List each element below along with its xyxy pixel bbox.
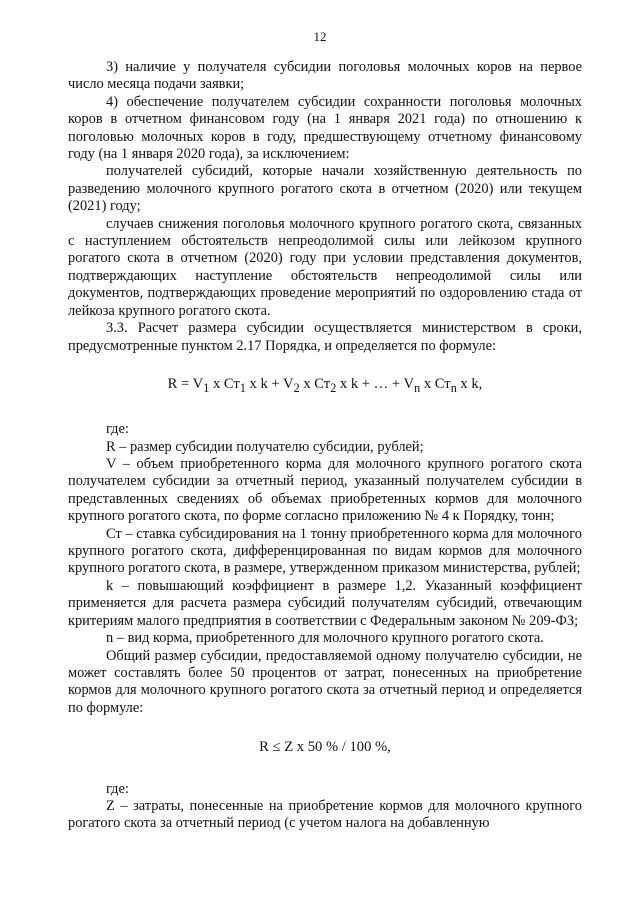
formula-subsidy: $R = V_1$ x $Ст_1$ x $k + V_2$ x $Ст_2$ x k + … + $V_n$ x $Ст_n$ x k,: [167, 375, 483, 395]
definition-n: n – вид корма, приобретенного для молочного крупного рогатого скота.: [106, 630, 544, 647]
document-body: [68, 59, 582, 833]
paragraph-3-3: 3.3. Расчет размера субсидии осуществляется министерством в сроки, предусмотренные пунктом 2.17 Порядка, и определяется по формуле:: [68, 320, 582, 354]
page-number: 12: [313, 29, 327, 44]
paragraph-exception-2: случаев снижения поголовья молочного крупного рогатого скота, связанных с наступлением обстоятельств непреодолимой силы или лейкозом крупного рогатого скота в отчетном (2020) году при условии представления документов, подтверждающих наступление обстоятельств непреодолимой силы или документов, подтверждающих проведение мероприятий по оздоровлению стада от лейкоза крупного рогатого скота.: [68, 215, 582, 319]
definition-st: Ст – ставка субсидирования на 1 тонну приобретенного корма для молочного крупного рогатого скота, дифференцированная по видам кормов для молочного крупного рогатого скота, в размере, утвержденном приказом министерства, рублей;: [68, 525, 582, 577]
definition-r: R – размер субсидии получателю субсидии, рублей;: [106, 438, 424, 455]
where-label-2: где:: [106, 780, 129, 797]
paragraph-item-4: 4) обеспечение получателем субсидии сохранности поголовья молочных коров в отчетном финансовом году (на 1 января 2021 года) по отношению к поголовью молочных коров в году, предшествующему отчетному финансовому году (на 1 января 2020 года), за исключением:: [68, 93, 582, 163]
paragraph-exception-1: получателей субсидий, которые начали хозяйственную деятельность по разведению молочного крупного рогатого скота в отчетном (2020) или текущем (2021) году;: [68, 163, 582, 215]
where-label-1: где:: [106, 421, 129, 438]
definition-z: Z – затраты, понесенные на приобретение кормов для молочного крупного рогатого скота за отчетный период (с учетом налога на добавленную: [68, 797, 582, 832]
formula-limit: R ≤ Z x 50 % / 100 %,: [259, 739, 391, 756]
paragraph-item-3: 3) наличие у получателя субсидии поголовья молочных коров на первое число месяца подачи заявки;: [68, 59, 582, 93]
definition-v: V – объем приобретенного корма для молочного крупного рогатого скота получателем субсидии за отчетный период, указанный получателем субсидии в представленных сведениях об объемах приобретенных кормов для молочного крупного рогатого скота, по форме согласно приложению № 4 к Порядку, тонн;: [68, 456, 582, 525]
definition-k: k – повышающий коэффициент в размере 1,2. Указанный коэффициент применяется для расчета размера субсидий получателям субсидий, отвечающим критериям малого предприятия в соответствии с Федеральным законом № 209-ФЗ;: [68, 577, 582, 629]
paragraph-total-limit: Общий размер субсидии, предоставляемой одному получателю субсидии, не может составлять более 50 процентов от затрат, понесенных на приобретение кормов для молочного крупного рогатого скота за отчетный период и определяется по формуле:: [68, 647, 582, 716]
